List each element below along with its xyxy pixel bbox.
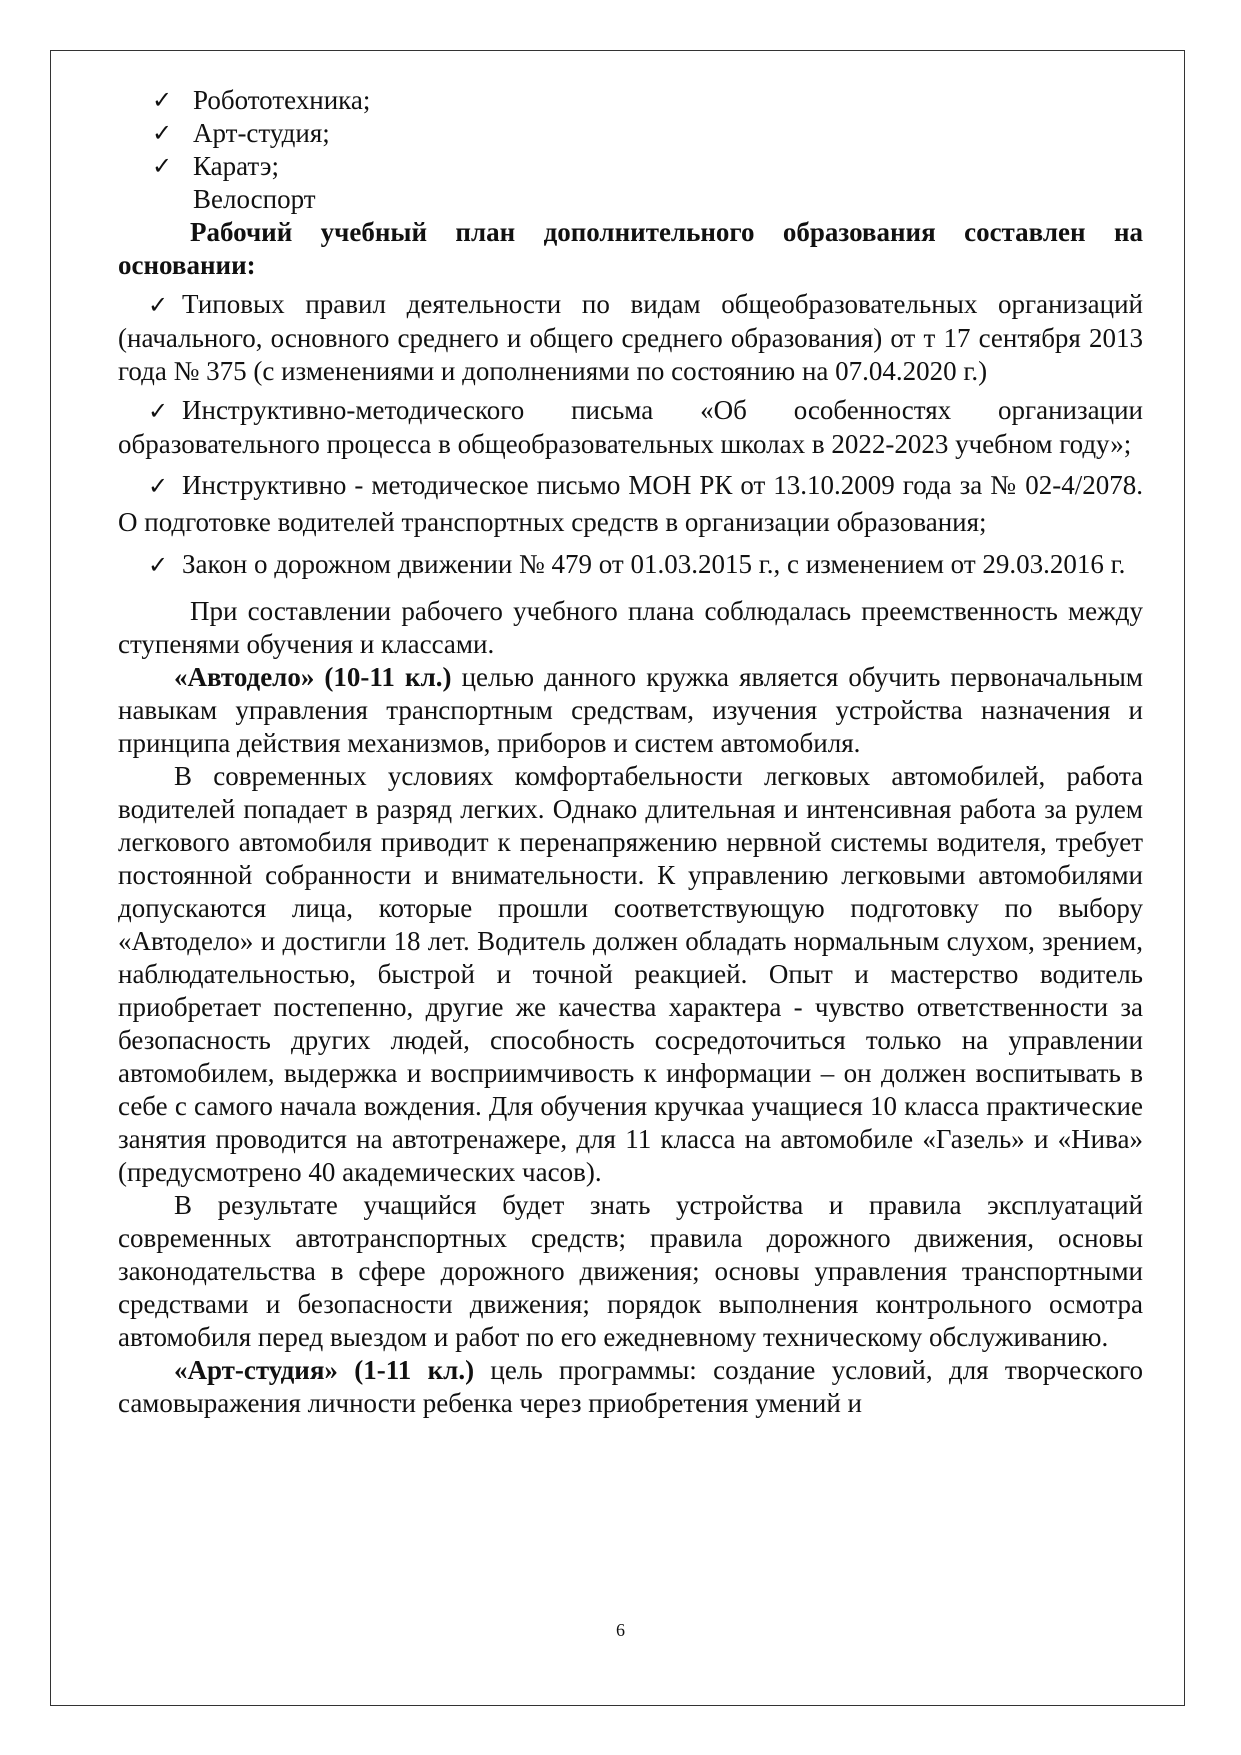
autodelo-paragraph: «Автодело» (10-11 кл.) целью данного кружка является обучить первоначальным навыкам управления транспортным средствам, изучения устройства назначения и принципа действия механизмов, приборов и систем автомобиля. <box>118 662 1143 758</box>
basis-item: ✓ Типовых правил деятельности по видам общеобразовательных организаций (начального, основного среднего и общего среднего образования) от т 17 сентября 2013 года № 375 (с изменениями и дополнениями по состоянию на 07.04.2020 г.) <box>118 289 1143 386</box>
result-paragraph: В результате учащийся будет знать устройства и правила эксплуатаций современных автотранспортных средств; правила дорожного движения, основы законодательства в сфере дорожного движения; основы управления транспортными средствами и безопасности движения; порядок выполнения контрольного осмотра автомобиля перед выездом и работ по его ежедневному техническому обслуживанию. <box>118 1190 1143 1352</box>
checkmark-icon: ✓ <box>152 152 173 180</box>
artstudio-paragraph: «Арт-студия» (1-11 кл.) цель программы: создание условий, для творческого самовыражения личности ребенка через приобретения умений и <box>118 1355 1143 1418</box>
checkmark-icon: ✓ <box>148 551 169 579</box>
plan-heading: Рабочий учебный план дополнительного образования составлен на основании: <box>118 217 1143 280</box>
checkmark-icon: ✓ <box>148 291 169 319</box>
list-item: ✓ Каратэ; <box>152 151 279 181</box>
basis-list <box>118 288 1143 583</box>
list-item: ✓ Арт-студия; <box>152 118 330 148</box>
list-item: Велоспорт <box>193 184 316 214</box>
clubs-list <box>118 84 1143 216</box>
artstudio-title: «Арт-студия» (1-11 кл.) <box>174 1355 475 1385</box>
checkmark-icon: ✓ <box>152 119 173 147</box>
continuity-paragraph: При составлении рабочего учебного плана соблюдалась преемственность между ступенями обучения и классами. <box>118 596 1143 659</box>
autodelo-title: «Автодело» (10-11 кл.) <box>174 662 452 692</box>
checkmark-icon: ✓ <box>148 397 169 425</box>
checkmark-icon: ✓ <box>152 86 173 114</box>
conditions-paragraph: В современных условиях комфортабельности легковых автомобилей, работа водителей попадает в разряд легких. Однако длительная и интенсивная работа за рулем легкового автомобиля приводит к перенапряжению нервной системы водителя, требует постоянной собранности и внимательности. К управлению легковыми автомобилями допускаются лица, которые прошли соответствующую подготовку по выбору «Автодело» и достигли 18 лет. Водитель должен обладать нормальным слухом, зрением, наблюдательностью, быстрой и точной реакцией. Опыт и мастерство водитель приобретает постепенно, другие же качества характера - чувство ответственности за безопасность других людей, способность сосредоточиться только на управлении автомобилем, выдержка и восприимчивость к информации – он должен воспитывать в себе с самого начала вождения. Для обучения кручкаа учащиеся 10 класса практические занятия проводится на автотренажере, для 11 класса на автомобиле «Газель» и «Нива» (предусмотрено 40 академических часов). <box>118 761 1143 1187</box>
list-item: ✓ Робототехника; <box>152 85 371 115</box>
page-number: 6 <box>616 1620 625 1640</box>
basis-item: ✓ Инструктивно - методическое письмо МОН РК от 13.10.2009 года за № 02-4/2078. О подготовке водителей транспортных средств в организации образования; <box>118 470 1143 537</box>
checkmark-icon: ✓ <box>148 472 169 500</box>
basis-item: ✓ Инструктивно-методического письма «Об особенностях организации образовательного процесса в общеобразовательных школах в 2022-2023 учебном году»; <box>118 395 1143 459</box>
basis-item: ✓ Закон о дорожном движении № 479 от 01.03.2015 г., с изменением от 29.03.2016 г. <box>118 546 1143 583</box>
document-body <box>118 84 1143 1420</box>
